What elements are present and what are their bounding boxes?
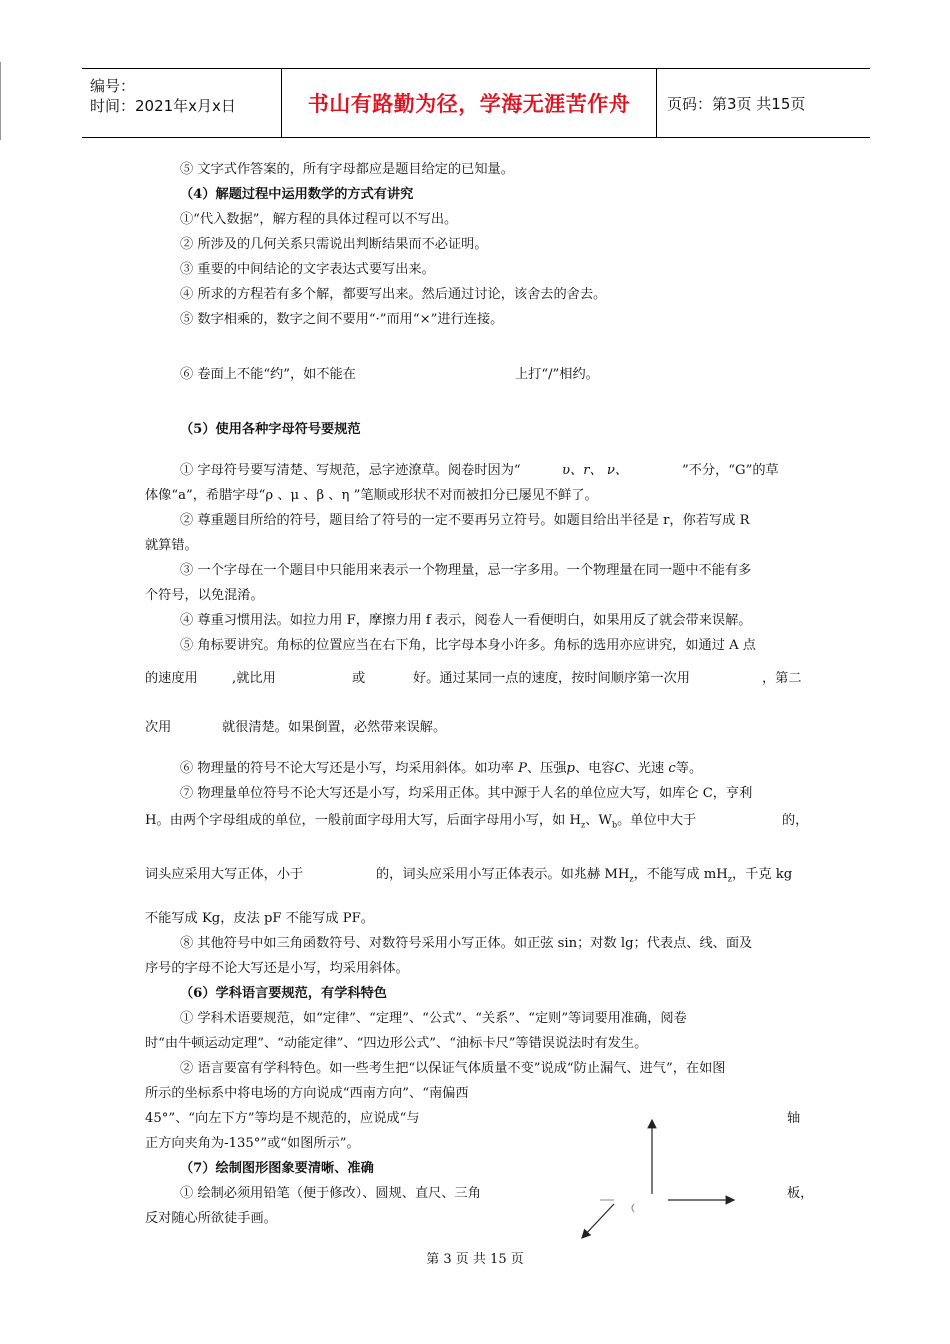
text-line: ① 字母符号要写清楚、写规范，忌字迹潦草。阅卷时因为“ (180, 463, 521, 478)
text-fragment: 就很清楚。如果倒置，必然带来误解。 (222, 720, 447, 735)
text-line: ③ 重要的中间结论的文字表达式要写出来。 (180, 262, 435, 277)
header-date-label: 时间：2021年x月x日 (90, 97, 236, 115)
text-line: ①“代入数据”，解方程的具体过程可以不写出。 (180, 212, 458, 227)
field-direction-arrow (582, 1204, 614, 1238)
text-line: 正方向夹角为-135°”或“如图所示”。 (145, 1136, 360, 1151)
text-line: 不能写成 Kg，皮法 pF 不能写成 PF。 (145, 911, 374, 926)
text-line: 时“由牛顿运动定理”、“动能定律”、“四边形公式”、“油标卡尺”等错误说法时有发生。 (145, 1036, 648, 1051)
text-line: ② 尊重题目所给的符号，题目给了符号的一定不要再另立符号。如题目给出半径是 r，你若写成 R (180, 513, 750, 528)
text-line: ④ 尊重习惯用法。如拉力用 F，摩擦力用 f 表示，阅卷人一看便明白，如果用反了就会带来误解。 (180, 613, 752, 628)
header-motto: 书山有路勤为径，学海无涯苦作舟 (282, 69, 657, 137)
text-fragment: 板， (787, 1186, 814, 1201)
text-line: 所示的坐标系中将电场的方向说成“西南方向”、“南偏西 (145, 1086, 469, 1101)
text-line: ② 所涉及的几何关系只需说出判断结果而不必证明。 (180, 237, 488, 252)
coordinate-axes-figure (568, 1112, 748, 1252)
text-fragment: 或 (352, 671, 366, 686)
text-fragment: 词头应采用大写正体，小于 (145, 867, 304, 882)
angle-arc (632, 1204, 634, 1212)
text-fragment: ,就比用 (232, 671, 276, 686)
text-line: 序号的字母不论大写还是小写，均采用斜体。 (145, 961, 409, 976)
text-line: ⑧ 其他符号中如三角函数符号、对数符号采用小写正体。如正弦 sin；对数 lg；代表点、线、面及 (180, 936, 753, 951)
text-line: ⑤ 数字相乘的，数字之间不要用“·”而用“×”进行连接。 (180, 312, 504, 327)
text-fragment: ，第二 (762, 671, 802, 686)
page-footer: 第 3 页 共 15 页 (426, 1252, 524, 1267)
text-line: 就算错。 (145, 538, 198, 553)
text-line: 反对随心所欲徒手画。 (145, 1211, 277, 1226)
text-fragment: 的， (782, 813, 809, 828)
symbol-list: υ、r、 ν、 (562, 463, 629, 478)
text-fragment: 的，词头应采用小写正体表示。如兆赫 $MH_z$，不能写成 $mH_z$，千克 kg (376, 867, 793, 884)
text-line: ⑦ 物理量单位符号不论大写还是小写，均采用正体。其中源于人名的单位应大写，如库仑 C，亨利 (180, 786, 753, 801)
text-line: ② 语言要富有学科特色。如一些考生把“以保证气体质量不变”说成“防止漏气、进气”，在如图 (180, 1061, 726, 1076)
text-fragment: 的速度用 (145, 671, 198, 686)
text-fragment: 上打“/”相约。 (515, 367, 599, 382)
header-meta-cell (82, 69, 282, 137)
text-fragment: 次用 (145, 720, 172, 735)
text-fragment: 好。通过某同一点的速度，按时间顺序第一次用 (413, 671, 690, 686)
text-line: 个符号，以免混淆。 (145, 588, 264, 603)
section-heading-6: （6）学科语言要规范，有学科特色 (180, 986, 387, 1001)
text-line: ⑥ 物理量的符号不论大写还是小写，均采用斜体。如功率 P、压强p、电容C、光速 c等。 (180, 761, 703, 776)
text-line: ④ 所求的方程若有多个解，都要写出来。然后通过讨论，该舍去的舍去。 (180, 287, 607, 302)
page-edge-mark (0, 62, 1, 140)
section-heading-4: （4）解题过程中运用数学的方式有讲究 (180, 187, 414, 202)
text-fragment: H。由两个字母组成的单位，一般前面字母用大写，后面字母用小写，如 $H_z$、$W_b$。单位中大于 (145, 813, 697, 830)
text-line: ⑤ 角标要讲究。角标的位置应当在右下角，比字母本身小许多。角标的选用亦应讲究，如通过 A 点 (180, 638, 756, 653)
text-line: ⑥ 卷面上不能“约”，如不能在 (180, 367, 356, 382)
text-line: ③ 一个字母在一个题目中只能用来表示一个物理量，忌一字多用。一个物理量在同一题中不能有多 (180, 563, 752, 578)
header-number-label: 编号： (90, 77, 136, 95)
header-page-info: 页码：第3页 共15页 (667, 94, 806, 113)
section-heading-5: （5）使用各种字母符号要规范 (180, 422, 361, 437)
document-header (82, 68, 870, 138)
text-fragment: 45°”、“向左下方”等均是不规范的，应说成“与 (145, 1111, 420, 1126)
text-fragment: 轴 (787, 1111, 801, 1126)
section-heading-7: （7）绘制图形图象要清晰、准确 (180, 1161, 374, 1176)
text-fragment: ① 绘制必须用铅笔（便于修改）、圆规、直尺、三角 (180, 1186, 481, 1201)
text-line: ① 学科术语要规范，如“定律”、“定理”、“公式”、“关系”、“定则”等词要用准确，阅卷 (180, 1011, 687, 1026)
text-line: 体像“a”，希腊字母“ρ 、μ 、β 、η ”笔顺或形状不对而被扣分已屡见不鲜了。 (145, 488, 598, 503)
text-fragment: ”不分，“G”的草 (682, 463, 779, 478)
text-line: ⑤ 文字式作答案的，所有字母都应是题目给定的已知量。 (180, 162, 514, 177)
